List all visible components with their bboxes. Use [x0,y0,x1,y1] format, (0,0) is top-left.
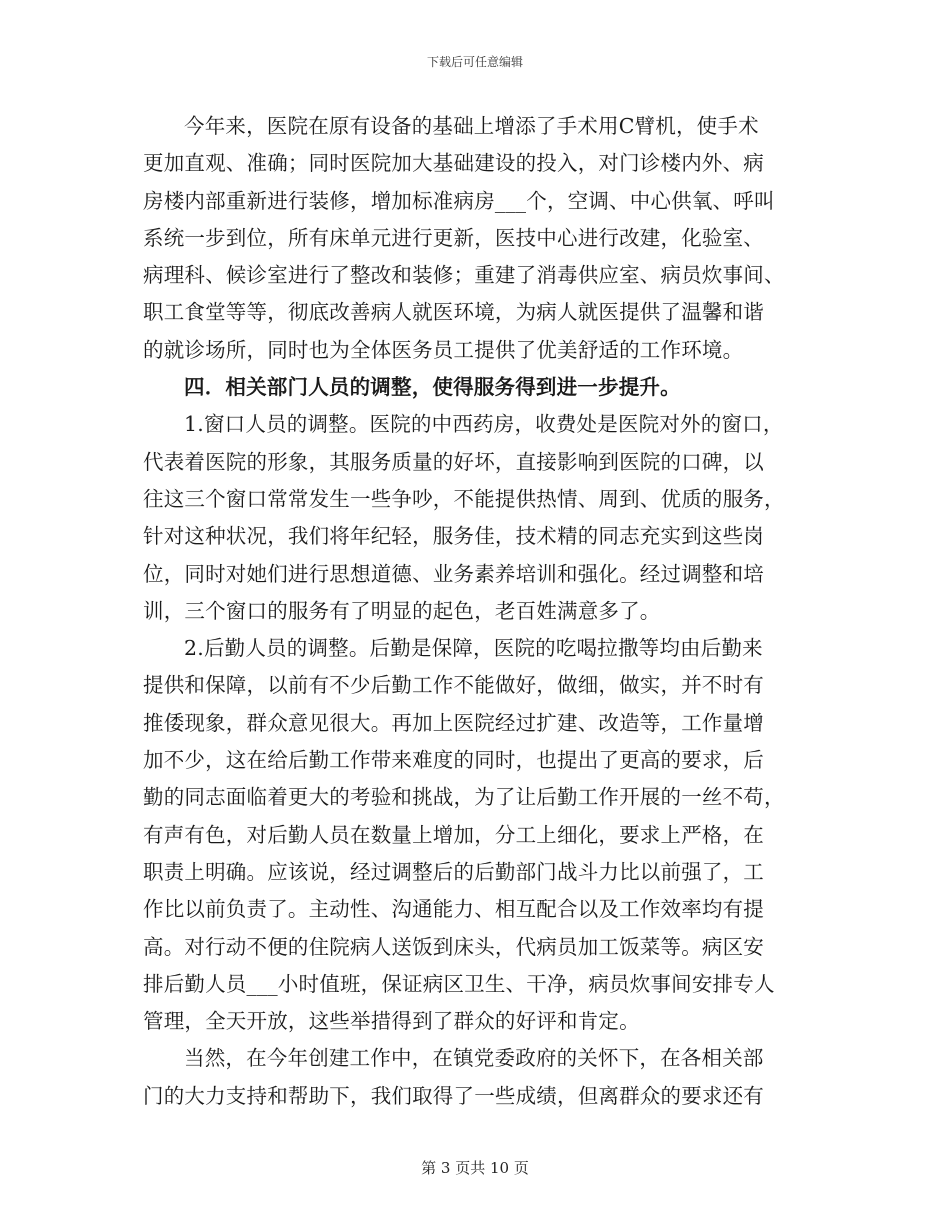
text-line: 病理科、候诊室进行了整改和装修；重建了消毒供应室、病员炊事间、 [143,263,785,288]
text-line: 当然，在今年创建工作中，在镇党委政府的关怀下，在各相关部 [184,1046,764,1071]
text-line: 1.窗口人员的调整。医院的中西药房，收费处是医院对外的窗口， [184,412,784,437]
text-line: 针对这种状况，我们将年纪轻，服务佳，技术精的同志充实到这些岗 [143,524,764,549]
text-line: 更加直观、准确；同时医院加大基础建设的投入，对门诊楼内外、病 [143,151,764,176]
text-line: 的就诊场所，同时也为全体医务员工提供了优美舒适的工作环境。 [143,337,744,362]
text-line: 系统一步到位，所有床单元进行更新，医技中心进行改建，化验室、 [143,225,764,250]
text-line: 提供和保障，以前有不少后勤工作不能做好，做细，做实，并不时有 [143,673,764,698]
text-line: 代表着医院的形象，其服务质量的好坏，直接影响到医院的口碑，以 [143,449,764,474]
text-line: 加不少，这在给后勤工作带来难度的同时，也提出了更高的要求，后 [143,748,764,773]
text-line: 有声有色，对后勤人员在数量上增加，分工上细化，要求上严格，在 [143,822,764,847]
text-line: 位，同时对她们进行思想道德、业务素养培训和强化。经过调整和培 [143,561,764,586]
page-header: 下载后可任意编辑 [426,55,523,69]
text-line: 勤的同志面临着更大的考验和挑战，为了让后勤工作开展的一丝不苟， [143,785,785,810]
page-footer: 第 3 页共 10 页 [421,1159,529,1177]
text-line: 管理，全天开放，这些举措得到了群众的好评和肯定。 [143,1009,640,1034]
text-line: 房楼内部重新进行装修，增加标准病房___个，空调、中心供氧、呼叫 [143,188,775,213]
text-line: 排后勤人员___小时值班，保证病区卫生、干净，病员炊事间安排专人 [143,971,775,996]
section-heading: 四．相关部门人员的调整，使得服务得到进一步提升。 [184,375,681,400]
text-line: 门的大力支持和帮助下，我们取得了一些成绩，但离群众的要求还有 [143,1083,764,1108]
text-line: 训，三个窗口的服务有了明显的起色，老百姓满意多了。 [143,598,661,623]
text-line: 2.后勤人员的调整。后勤是保障，医院的吃喝拉撒等均由后勤来 [184,636,763,661]
text-line: 职责上明确。应该说，经过调整后的后勤部门战斗力比以前强了，工 [143,859,764,884]
document-body [143,108,807,1115]
text-line: 高。对行动不便的住院病人送饭到床头，代病员加工饭菜等。病区安 [143,934,764,959]
text-line: 推倭现象，群众意见很大。再加上医院经过扩建、改造等，工作量增 [143,710,764,735]
text-line: 今年来，医院在原有设备的基础上增添了手术用C臂机，使手术 [184,114,759,138]
text-line: 职工食堂等等，彻底改善病人就医环境，为病人就医提供了温馨和谐 [143,300,764,325]
text-line: 作比以前负责了。主动性、沟通能力、相互配合以及工作效率均有提 [143,897,764,922]
text-line: 往这三个窗口常常发生一些争吵，不能提供热情、周到、优质的服务， [143,486,785,511]
